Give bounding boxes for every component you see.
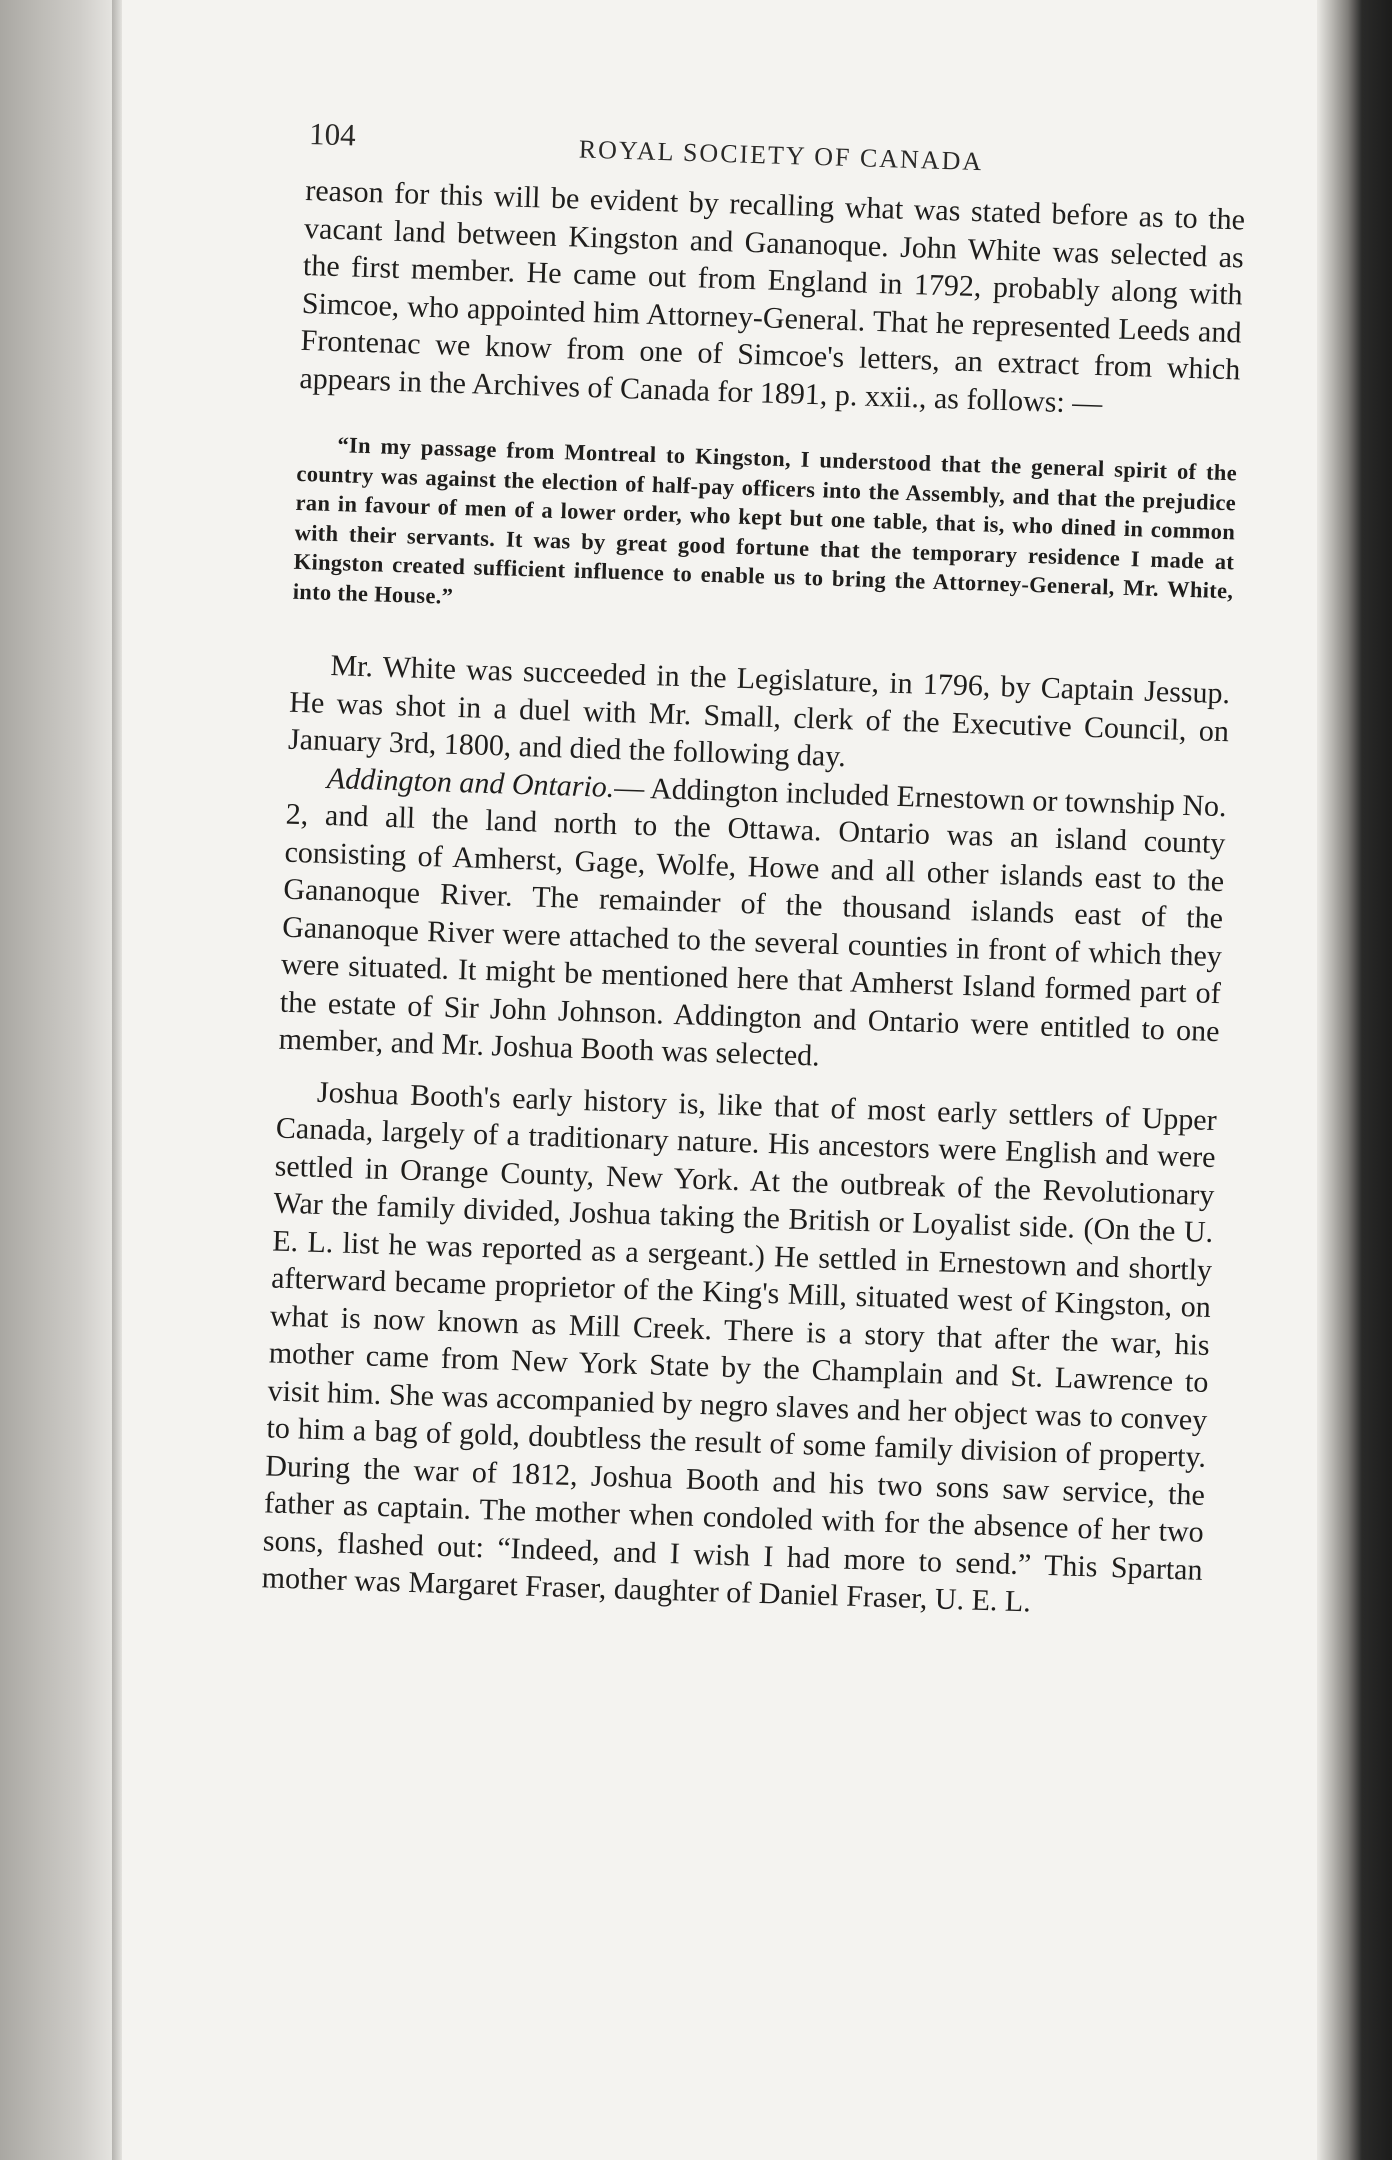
quote-text: “In my passage from Montreal to Kingston, I understood that the general spirit of the country was against the election of half-pay officers into the Assembly, and that the prejudice ran in favour of men of a lower order, who kept but one table, that is, who dined in common with their servants. It was by great good fortune that the temporary residence I made at Kingston created sufficient influence to enable us to bring the Attorney-General, Mr. White, into the House.” [292,432,1238,609]
block-quote-simcoe-letter [292,429,1237,635]
book-binding-edge [112,0,122,2160]
paragraph-john-white: reason for this will be evident by recalling what was stated before as to the vacant land between Kingston and Gananoque. John White was selected as the first member. He came out from England in 1792, probably along with Simcoe, who appointed him Attorney-General. That he represented Leeds and Frontenac we know from one of Simcoe's letters, an extract from which appears in the Archives of Canada for 1891, p. xxii., as follows: — [299,173,1246,420]
paragraph-addington-ontario-text: — Addington included Ernestown or township No. 2, and all the land north to the Ottawa. Ontario was an island county consisting of Amherst, Gage, Wolfe, Howe and all other islands east to the Gananoque River. The remainder of the thousand islands east of the Gananoque River were attached to the several counties in front of which they were situated. It might be mentioned here that Amherst Island formed part of the estate of Sir John Johnson. Addington and Ontario were entitled to one member, and Mr. Joshua Booth was selected. [278,770,1228,1073]
section-heading-addington-ontario: Addington and Ontario. [326,761,615,804]
page-body [261,172,1245,1626]
paragraph-addington-ontario [278,758,1227,1087]
running-head: ROYAL SOCIETY OF CANADA [578,134,984,177]
paragraph-joshua-booth: Joshua Booth's early history is, like that of most early settlers of Upper Canada, largely of a traditionary nature. His ancestors were English and were settled in Orange County, New York. At the outbreak of the Revolutionary War the family divided, Joshua taking the British or Loyalist side. (On the U. E. L. list he was reported as a sergeant.) He settled in Ernestown and shortly afterward became proprietor of the King's Mill, situated west of Kingston, on what is now known as Mill Creek. There is a story that after the war, his mother came from New York State by the Champlain and St. Lawrence to visit him. She was accompanied by negro slaves and her object was to convey to him a bag of gold, doubtless the result of some family division of property. During the war of 1812, Joshua Booth and his two sons saw service, the father as captain. The mother when condoled with for the absence of her two sons, flashed out: “Indeed, and I wish I had more to send.” This Spartan mother was Margaret Fraser, daughter of Daniel Fraser, U. E. L. [261,1075,1218,1619]
paragraph-white-succeeded: Mr. White was succeeded in the Legislature, in 1796, by Captain Jessup. He was shot in a duel with Mr. Small, clerk of the Executive Council, on January 3rd, 1800, and died the following day. [287,649,1231,774]
page-number: 104 [308,115,357,153]
